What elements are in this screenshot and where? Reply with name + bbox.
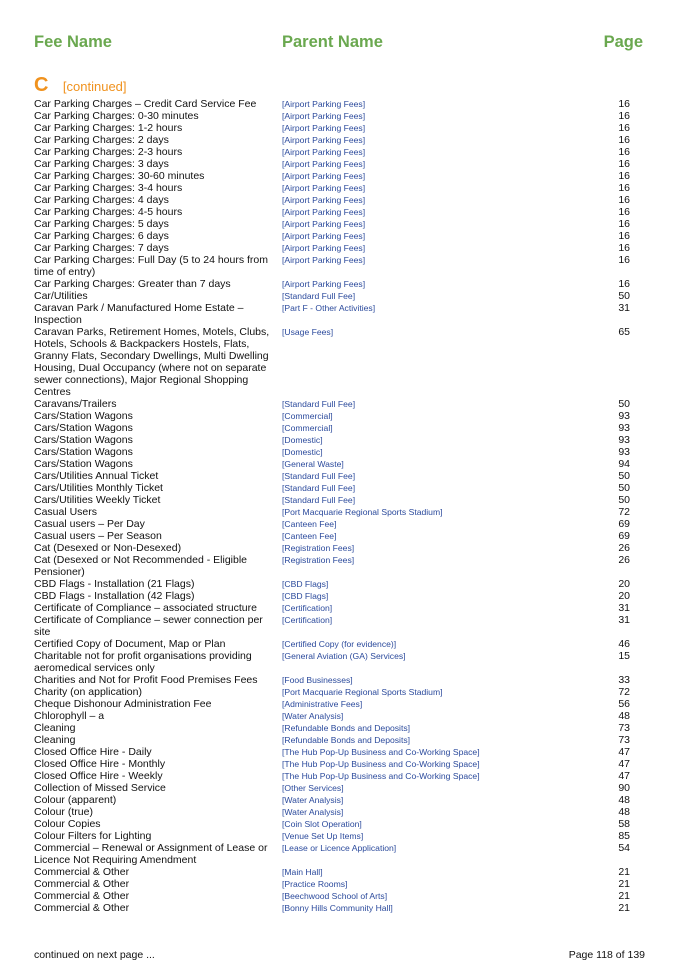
fee-name-cell: Car Parking Charges: 4-5 hours — [34, 206, 183, 218]
parent-name-link[interactable]: [Certification] — [282, 615, 333, 625]
parent-name-link[interactable]: [Other Services] — [282, 783, 344, 793]
parent-name-link[interactable]: [Food Businesses] — [282, 675, 353, 685]
fee-name-cell: Casual Users — [34, 506, 98, 518]
list-item — [34, 398, 630, 410]
fee-name-cell: Commercial – Renewal or Assignment of Lease or Licence Not Requiring Amendment — [34, 842, 268, 866]
page-number-cell: 50 — [618, 290, 630, 302]
list-item — [34, 710, 630, 722]
parent-name-link[interactable]: [Airport Parking Fees] — [282, 99, 366, 109]
parent-name-link[interactable]: [Standard Full Fee] — [282, 399, 356, 409]
list-item — [34, 158, 630, 170]
list-item — [34, 698, 630, 710]
page-number-cell: 58 — [618, 818, 630, 830]
page-number-cell: 72 — [618, 686, 630, 698]
fee-name-cell: Charitable not for profit organisations providing aeromedical services only — [34, 650, 252, 674]
list-item — [34, 554, 630, 578]
list-item — [34, 506, 630, 518]
list-item — [34, 830, 630, 842]
fee-name-cell: Car Parking Charges: 6 days — [34, 230, 169, 242]
fee-name-cell: Casual users – Per Day — [34, 518, 145, 530]
page-number-cell: 16 — [618, 122, 630, 134]
fee-name-cell: Cleaning — [34, 734, 76, 746]
list-item — [34, 434, 630, 446]
page-number-cell: 47 — [618, 758, 630, 770]
list-item — [34, 194, 630, 206]
fee-name-cell: Caravan Park / Manufactured Home Estate – Inspection — [34, 302, 244, 326]
fee-name-cell: Chlorophyll – a — [34, 710, 105, 722]
parent-name-column-header: Parent Name — [282, 33, 383, 51]
parent-name-link[interactable]: [Registration Fees] — [282, 555, 355, 565]
list-item — [34, 794, 630, 806]
fee-name-cell: Cat (Desexed or Not Recommended - Eligible Pensioner) — [34, 554, 248, 578]
parent-name-link[interactable]: [The Hub Pop-Up Business and Co-Working Space] — [282, 771, 480, 781]
page-number-cell: 48 — [618, 806, 630, 818]
page-number-cell: 16 — [618, 146, 630, 158]
page-number-cell: 16 — [618, 278, 630, 290]
parent-name-link[interactable]: [Port Macquarie Regional Sports Stadium] — [282, 507, 443, 517]
parent-name-link[interactable]: [Standard Full Fee] — [282, 495, 356, 505]
fee-name-cell: Commercial & Other — [34, 878, 130, 890]
parent-name-link[interactable]: [Main Hall] — [282, 867, 323, 877]
section-letter: C — [34, 74, 49, 96]
parent-name-link[interactable]: [Standard Full Fee] — [282, 483, 356, 493]
list-item — [34, 182, 630, 194]
page-number-cell: 69 — [618, 518, 630, 530]
parent-name-link[interactable]: [Airport Parking Fees] — [282, 231, 366, 241]
parent-name-link[interactable]: [Airport Parking Fees] — [282, 159, 366, 169]
page-number-cell: 93 — [618, 434, 630, 446]
page-number-cell: 21 — [618, 902, 630, 914]
parent-name-link[interactable]: [Certification] — [282, 603, 333, 613]
list-item — [34, 278, 630, 290]
parent-name-link[interactable]: [Airport Parking Fees] — [282, 195, 366, 205]
list-item — [34, 614, 630, 638]
list-item — [34, 122, 630, 134]
parent-name-link[interactable]: [Airport Parking Fees] — [282, 111, 366, 121]
fee-name-cell: Car Parking Charges: 1-2 hours — [34, 122, 183, 134]
parent-name-link[interactable]: [Airport Parking Fees] — [282, 219, 366, 229]
fee-name-cell: Certificate of Compliance – associated structure — [34, 602, 257, 614]
fee-name-cell: Car Parking Charges: 5 days — [34, 218, 169, 230]
parent-name-link[interactable]: [Part F - Other Activities] — [282, 303, 376, 313]
list-item — [34, 242, 630, 254]
list-item — [34, 206, 630, 218]
parent-name-link[interactable]: [Bonny Hills Community Hall] — [282, 903, 393, 913]
fee-name-cell: Commercial & Other — [34, 902, 130, 914]
fee-name-cell: Cars/Station Wagons — [34, 458, 133, 470]
fee-name-cell: Car Parking Charges: 2 days — [34, 134, 169, 146]
fee-name-cell: Closed Office Hire - Monthly — [34, 758, 166, 770]
fee-name-cell: Collection of Missed Service — [34, 782, 166, 794]
list-item — [34, 746, 630, 758]
list-item — [34, 218, 630, 230]
list-item — [34, 758, 630, 770]
fee-name-cell: Commercial & Other — [34, 866, 130, 878]
page-number-cell: 90 — [618, 782, 630, 794]
fee-name-cell: Charity (on application) — [34, 686, 142, 698]
fee-name-cell: Cars/Utilities Weekly Ticket — [34, 494, 161, 506]
fee-name-cell: CBD Flags - Installation (42 Flags) — [34, 590, 195, 602]
fee-name-cell: Colour (apparent) — [34, 794, 117, 806]
fee-name-cell: Colour Filters for Lighting — [34, 830, 152, 842]
page-number-cell: 54 — [618, 842, 630, 854]
page-number-cell: 26 — [618, 554, 630, 566]
list-item — [34, 782, 630, 794]
list-item — [34, 818, 630, 830]
fee-name-cell: Certificate of Compliance – sewer connection per site — [34, 614, 263, 638]
continued-note: continued on next page ... — [34, 949, 155, 961]
parent-name-link[interactable]: [Administrative Fees] — [282, 699, 363, 709]
parent-name-link[interactable]: [CBD Flags] — [282, 591, 329, 601]
section-heading — [34, 74, 127, 97]
page-number-cell: 47 — [618, 746, 630, 758]
page-number-cell: 73 — [618, 722, 630, 734]
parent-name-link[interactable]: [CBD Flags] — [282, 579, 329, 589]
page-number-cell: 50 — [618, 494, 630, 506]
fee-name-cell: Certified Copy of Document, Map or Plan — [34, 638, 226, 650]
list-item — [34, 806, 630, 818]
parent-name-link[interactable]: [Practice Rooms] — [282, 879, 348, 889]
page-number-cell: 50 — [618, 482, 630, 494]
page-number-cell: 16 — [618, 218, 630, 230]
parent-name-link[interactable]: [Coin Slot Operation] — [282, 819, 362, 829]
page-number-cell: 73 — [618, 734, 630, 746]
page-number-cell: 48 — [618, 710, 630, 722]
page-number-cell: 69 — [618, 530, 630, 542]
page-number-cell: 65 — [618, 326, 630, 338]
parent-name-link[interactable]: [The Hub Pop-Up Business and Co-Working Space] — [282, 759, 480, 769]
fee-name-cell: Cleaning — [34, 722, 76, 734]
list-item — [34, 290, 630, 302]
fee-name-cell: Casual users – Per Season — [34, 530, 162, 542]
page-number-cell: 48 — [618, 794, 630, 806]
list-item — [34, 134, 630, 146]
fee-name-cell: Cars/Station Wagons — [34, 410, 133, 422]
fee-name-cell: Car Parking Charges: 7 days — [34, 242, 169, 254]
list-item — [34, 638, 630, 650]
fee-name-cell: Car Parking Charges: 4 days — [34, 194, 169, 206]
fee-name-cell: Cat (Desexed or Non-Desexed) — [34, 542, 182, 554]
list-item — [34, 518, 630, 530]
parent-name-link[interactable]: [Domestic] — [282, 435, 323, 445]
page-number-cell: 15 — [618, 650, 630, 662]
page-number-cell: 16 — [618, 134, 630, 146]
parent-name-link[interactable]: [Canteen Fee] — [282, 519, 337, 529]
list-item — [34, 902, 630, 914]
page-number-cell: 21 — [618, 878, 630, 890]
parent-name-link[interactable]: [Airport Parking Fees] — [282, 135, 366, 145]
page-number-cell: 85 — [618, 830, 630, 842]
fee-name-cell: Caravan Parks, Retirement Homes, Motels, Clubs, Hotels, Schools & Backpackers Hostels, Flats, Granny Flats, Secondary Dwellings, Multi Dwelling Housing, Dual Occupancy (where not on separate sewer connections), Major Regional Shopping Centres — [34, 326, 270, 398]
parent-name-link[interactable]: [Commercial] — [282, 411, 333, 421]
list-item — [34, 410, 630, 422]
page-column-header: Page — [603, 33, 643, 51]
page-number: Page 118 of 139 — [568, 949, 645, 961]
page-number-cell: 16 — [618, 158, 630, 170]
page-number-cell: 16 — [618, 230, 630, 242]
list-item — [34, 326, 630, 398]
fee-name-cell: Charities and Not for Profit Food Premises Fees — [34, 674, 258, 686]
parent-name-link[interactable]: [Refundable Bonds and Deposits] — [282, 723, 411, 733]
page-number-cell: 16 — [618, 182, 630, 194]
page-number-cell: 33 — [618, 674, 630, 686]
section-continued-label: [continued] — [62, 79, 127, 94]
parent-name-link[interactable]: [Airport Parking Fees] — [282, 123, 366, 133]
parent-name-link[interactable]: [Venue Set Up Items] — [282, 831, 364, 841]
page-number-cell: 31 — [618, 302, 630, 314]
list-item — [34, 770, 630, 782]
parent-name-link[interactable]: [Airport Parking Fees] — [282, 147, 366, 157]
fee-name-cell: Car Parking Charges: 0-30 minutes — [34, 110, 199, 122]
page-number-cell: 16 — [618, 254, 630, 266]
fee-index-list — [34, 98, 630, 914]
parent-name-link[interactable]: [Airport Parking Fees] — [282, 171, 366, 181]
parent-name-link[interactable]: [Standard Full Fee] — [282, 291, 356, 301]
page-number-cell: 47 — [618, 770, 630, 782]
page-number-cell: 31 — [618, 614, 630, 626]
page-number-cell: 93 — [618, 410, 630, 422]
list-item — [34, 446, 630, 458]
list-item — [34, 110, 630, 122]
parent-name-link[interactable]: [Water Analysis] — [282, 711, 344, 721]
parent-name-link[interactable]: [Airport Parking Fees] — [282, 255, 366, 265]
list-item — [34, 686, 630, 698]
parent-name-link[interactable]: [Standard Full Fee] — [282, 471, 356, 481]
page-number-cell: 20 — [618, 590, 630, 602]
parent-name-link[interactable]: [Registration Fees] — [282, 543, 355, 553]
list-item — [34, 590, 630, 602]
list-item — [34, 722, 630, 734]
page-number-cell: 26 — [618, 542, 630, 554]
list-item — [34, 890, 630, 902]
list-item — [34, 866, 630, 878]
fee-name-cell: Car Parking Charges: Full Day (5 to 24 hours from time of entry) — [34, 254, 269, 278]
list-item — [34, 734, 630, 746]
page-number-cell: 16 — [618, 170, 630, 182]
page-number-cell: 21 — [618, 890, 630, 902]
parent-name-link[interactable]: [The Hub Pop-Up Business and Co-Working Space] — [282, 747, 480, 757]
page-number-cell: 50 — [618, 470, 630, 482]
page-number-cell: 56 — [618, 698, 630, 710]
fee-name-column-header: Fee Name — [34, 33, 112, 51]
page-number-cell: 20 — [618, 578, 630, 590]
fee-name-cell: Closed Office Hire - Weekly — [34, 770, 163, 782]
list-item — [34, 482, 630, 494]
fee-name-cell: Cars/Station Wagons — [34, 446, 133, 458]
list-item — [34, 602, 630, 614]
list-item — [34, 842, 630, 866]
parent-name-link[interactable]: [Port Macquarie Regional Sports Stadium] — [282, 687, 443, 697]
parent-name-link[interactable]: [Lease or Licence Application] — [282, 843, 397, 853]
fee-name-cell: Car Parking Charges: 2-3 hours — [34, 146, 183, 158]
list-item — [34, 170, 630, 182]
list-item — [34, 458, 630, 470]
fee-name-cell: Car Parking Charges: 30-60 minutes — [34, 170, 205, 182]
fee-name-cell: Cars/Station Wagons — [34, 422, 133, 434]
page-number-cell: 46 — [618, 638, 630, 650]
fee-name-cell: Cars/Utilities Annual Ticket — [34, 470, 159, 482]
parent-name-link[interactable]: [Refundable Bonds and Deposits] — [282, 735, 411, 745]
page-number-cell: 16 — [618, 242, 630, 254]
list-item — [34, 470, 630, 482]
list-item — [34, 494, 630, 506]
fee-name-cell: Car/Utilities — [34, 290, 88, 302]
fee-name-cell: Commercial & Other — [34, 890, 130, 902]
fee-name-cell: Caravans/Trailers — [34, 398, 117, 410]
list-item — [34, 542, 630, 554]
parent-name-link[interactable]: [General Waste] — [282, 459, 344, 469]
page-number-cell: 16 — [618, 194, 630, 206]
parent-name-link[interactable]: [Usage Fees] — [282, 327, 334, 337]
list-item — [34, 650, 630, 674]
fee-name-cell: Cheque Dishonour Administration Fee — [34, 698, 212, 710]
page-number-cell: 31 — [618, 602, 630, 614]
list-item — [34, 302, 630, 326]
parent-name-link[interactable]: [Water Analysis] — [282, 807, 344, 817]
fee-name-cell: Car Parking Charges: 3 days — [34, 158, 169, 170]
parent-name-link[interactable]: [Canteen Fee] — [282, 531, 337, 541]
parent-name-link[interactable]: [Domestic] — [282, 447, 323, 457]
list-item — [34, 530, 630, 542]
parent-name-link[interactable]: [Water Analysis] — [282, 795, 344, 805]
list-item — [34, 98, 630, 110]
page-number-cell: 94 — [618, 458, 630, 470]
list-item — [34, 674, 630, 686]
list-item — [34, 878, 630, 890]
page-number-cell: 93 — [618, 446, 630, 458]
fee-name-cell: Colour Copies — [34, 818, 101, 830]
parent-name-link[interactable]: [General Aviation (GA) Services] — [282, 651, 406, 661]
list-item — [34, 254, 630, 278]
list-item — [34, 422, 630, 434]
page-number-cell: 72 — [618, 506, 630, 518]
parent-name-link[interactable]: [Beechwood School of Arts] — [282, 891, 388, 901]
parent-name-link[interactable]: [Airport Parking Fees] — [282, 279, 366, 289]
page-number-cell: 16 — [618, 98, 630, 110]
list-item — [34, 146, 630, 158]
list-item — [34, 230, 630, 242]
fee-name-cell: Cars/Utilities Monthly Ticket — [34, 482, 163, 494]
parent-name-link[interactable]: [Commercial] — [282, 423, 333, 433]
page-number-cell: 93 — [618, 422, 630, 434]
page-number-cell: 16 — [618, 206, 630, 218]
fee-name-cell: Car Parking Charges – Credit Card Service Fee — [34, 98, 257, 110]
fee-name-cell: Cars/Station Wagons — [34, 434, 133, 446]
parent-name-link[interactable]: [Airport Parking Fees] — [282, 183, 366, 193]
fee-name-cell: Car Parking Charges: 3-4 hours — [34, 182, 183, 194]
fee-name-cell: Closed Office Hire - Daily — [34, 746, 152, 758]
fee-name-cell: Colour (true) — [34, 806, 93, 818]
parent-name-link[interactable]: [Certified Copy (for evidence)] — [282, 639, 397, 649]
page-number-cell: 16 — [618, 110, 630, 122]
parent-name-link[interactable]: [Airport Parking Fees] — [282, 243, 366, 253]
list-item — [34, 578, 630, 590]
page-number-cell: 21 — [618, 866, 630, 878]
parent-name-link[interactable]: [Airport Parking Fees] — [282, 207, 366, 217]
page-number-cell: 50 — [618, 398, 630, 410]
fee-name-cell: CBD Flags - Installation (21 Flags) — [34, 578, 195, 590]
fee-name-cell: Car Parking Charges: Greater than 7 days — [34, 278, 231, 290]
